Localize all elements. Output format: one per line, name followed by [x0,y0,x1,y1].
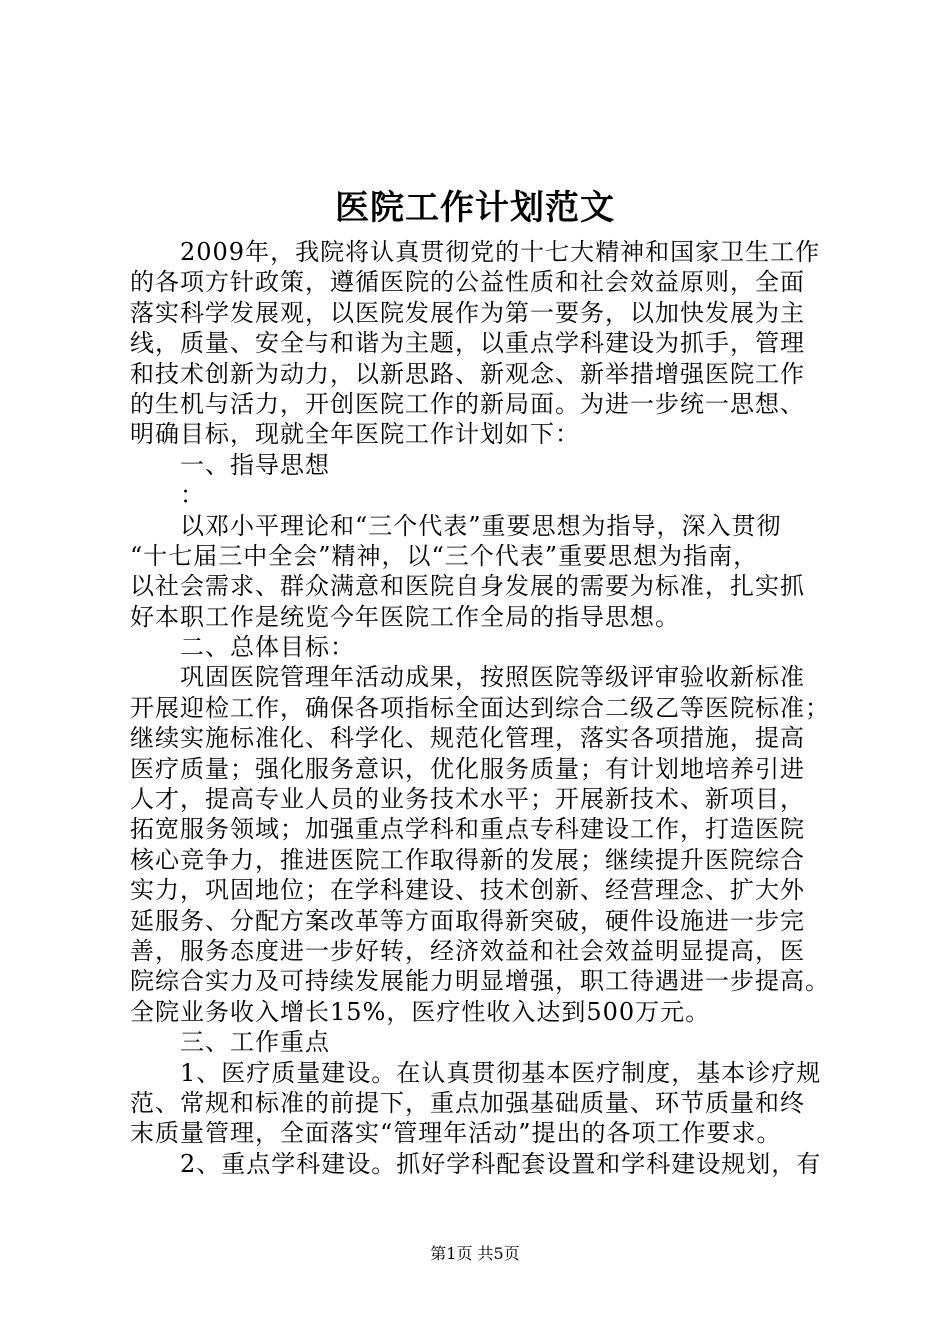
paragraph-line: 好本职工作是统览今年医院工作全局的指导思想。 [130,602,680,631]
paragraph-line: 延服务、分配方案改革等方面取得新突破，硬件设施进一步完 [130,906,805,935]
paragraph-line: 医疗质量；强化服务意识，优化服务质量；有计划地培养引进 [130,754,805,783]
paragraph-line: 院综合实力及可持续发展能力明显增强，职工待遇进一步提高。 [130,967,830,996]
document-body [130,237,840,1179]
section-heading: 二、总体目标： [180,633,355,662]
section-heading: 三、工作重点 [180,1028,330,1057]
paragraph-line: “十七届三中全会”精神，以“三个代表”重要思想为指南， [130,541,759,570]
paragraph-line: 范、常规和标准的前提下，重点加强基础质量、环节质量和终 [130,1088,805,1117]
paragraph-line: 以社会需求、群众满意和医院自身发展的需要为标准，扎实抓 [130,572,805,601]
paragraph-line: 巩固医院管理年活动成果，按照医院等级评审验收新标准 [180,663,805,692]
paragraph-line: 明确目标，现就全年医院工作计划如下： [130,420,580,449]
paragraph-line: 落实科学发展观，以医院发展作为第一要务，以加快发展为主 [130,298,805,327]
paragraph-line: 人才，提高专业人员的业务技术水平；开展新技术、新项目， [130,785,805,814]
paragraph-line: 继续实施标准化、科学化、规范化管理，落实各项措施，提高 [130,724,805,753]
paragraph-line: 开展迎检工作，确保各项指标全面达到综合二级乙等医院标准； [130,693,830,722]
paragraph-line: 以邓小平理论和“三个代表”重要思想为指导，深入贯彻 [180,511,782,540]
paragraph-line: 拓宽服务领域；加强重点学科和重点专科建设工作，打造医院 [130,815,805,844]
paragraph-line: 善，服务态度进一步好转，经济效益和社会效益明显提高，医 [130,936,805,965]
paragraph-line: 核心竞争力，推进医院工作取得新的发展；继续提升医院综合 [130,845,805,874]
paragraph-line: ： [180,481,205,510]
paragraph-line: 2、重点学科建设。抓好学科配套设置和学科建设规划，有 [180,1149,822,1178]
paragraph-line: 1、医疗质量建设。在认真贯彻基本医疗制度，基本诊疗规 [180,1058,822,1087]
paragraph-line: 2009年，我院将认真贯彻党的十七大精神和国家卫生工作 [180,238,821,266]
paragraph-line: 的各项方针政策，遵循医院的公益性质和社会效益原则，全面 [130,268,805,297]
document-title: 医院工作计划范文 [335,188,615,228]
paragraph-line: 末质量管理，全面落实“管理年活动”提出的各项工作要求。 [130,1119,782,1148]
paragraph-line: 全院业务收入增长15%，医疗性收入达到500万元。 [130,997,711,1026]
section-heading: 一、指导思想 [180,450,330,479]
paragraph-line: 的生机与活力，开创医院工作的新局面。为进一步统一思想、 [130,389,805,418]
paragraph-line: 和技术创新为动力，以新思路、新观念、新举措增强医院工作 [130,359,805,388]
page-footer: 第1页 共5页 [430,1244,520,1263]
paragraph-line: 线，质量、安全与和谐为主题，以重点学科建设为抓手，管理 [130,329,805,358]
paragraph-line: 实力，巩固地位；在学科建设、技术创新、经营理念、扩大外 [130,876,805,905]
